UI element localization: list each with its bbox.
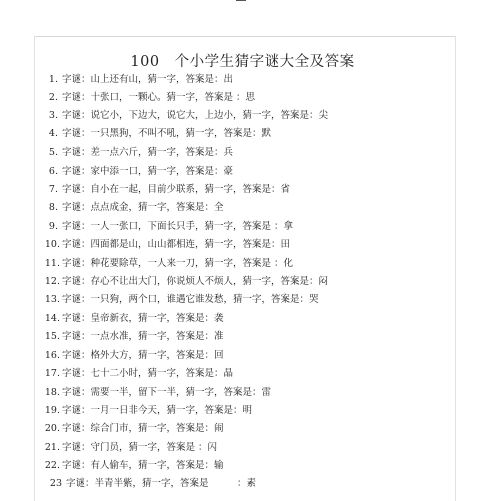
riddle-number: 10.: [44, 239, 60, 250]
riddle-number: 16.: [44, 350, 60, 361]
riddle-text: 字谜：点点成金，猜一字，答案是：全: [62, 202, 224, 213]
riddle-text: 字谜：七十二小时，猜一字，答案是：晶: [62, 368, 234, 379]
riddle-text: 字谜：守门员，猜一字，答案是 ：闪: [62, 442, 218, 453]
riddle-text: 字谜：差一点六斤，猜一字，答案是：兵: [62, 147, 234, 158]
riddle-text: 字谜：四面都是山，山山都相连，猜一字，答案是：田: [62, 239, 291, 250]
page-title: 100 个小学生猜字谜大全及答案: [130, 54, 355, 70]
riddle-text: 字谜：一只狗，两个口，谁遇它谁发愁，猜一字，答案是：哭: [62, 294, 319, 305]
riddle-text: 字谜：一点水准，猜一字，答案是：准: [62, 331, 224, 342]
riddle-number: 4.: [48, 128, 58, 139]
riddle-number: 6.: [48, 166, 58, 177]
riddle-number: 18.: [44, 387, 60, 398]
riddle-number: 21.: [44, 442, 60, 453]
riddle-number: 14.: [44, 313, 60, 324]
riddle-number: 5.: [48, 147, 58, 158]
riddle-text: 字谜：说它小，下边大，说它大，上边小，猜一字，答案是：尖: [62, 110, 329, 121]
riddle-number: 11.: [44, 258, 60, 269]
riddle-number: 1.: [48, 74, 58, 85]
riddle-number: 19.: [44, 405, 60, 416]
riddle-text: 字谜：一人一张口，下面长只手，猜一字，答案是 ：拿: [62, 221, 294, 232]
riddle-text: 字谜：自小在一起，目前少联系，猜一字，答案是：省: [62, 184, 291, 195]
riddle-number: 15.: [44, 331, 60, 342]
riddle-text: 字谜：家中添一口，猜一字，答案是：豪: [62, 166, 234, 177]
riddle-number: 7.: [48, 184, 58, 195]
riddle-text: 字谜：半青半紫，猜一字，答案是 ：素: [66, 478, 257, 489]
riddle-number: 17.: [44, 368, 60, 379]
riddle-number: 13.: [44, 294, 60, 305]
riddle-number: 8.: [48, 202, 58, 213]
riddle-text: 字谜：一月一日非今天，猜一字，答案是：明: [62, 405, 253, 416]
riddle-text: 字谜：综合门市，猜一字，答案是：闹: [62, 423, 224, 434]
riddle-text: 字谜：一只黑狗，不叫不吼，猜一字，答案是：默: [62, 128, 272, 139]
riddle-text: 字谜：需要一半，留下一半，猜一字，答案是：雷: [62, 387, 272, 398]
riddle-text: 字谜：格外大方，猜一字，答案是：回: [62, 350, 224, 361]
riddle-text: 字谜：十张口，一颗心。猜一字，答案是 ：思: [62, 92, 256, 103]
riddle-text: 字谜：存心不让出大门，你说烦人不烦人，猜一字，答案是：闷: [62, 276, 329, 287]
riddle-number: 23: [49, 478, 62, 489]
riddle-text: 字谜：山上还有山，猜一字，答案是：出: [62, 74, 234, 85]
riddle-number: 20.: [44, 423, 60, 434]
riddle-number: 3.: [48, 110, 58, 121]
riddle-number: 12.: [44, 276, 60, 287]
top-divider: [236, 0, 246, 1]
riddle-number: 9.: [48, 221, 58, 232]
riddle-number: 22.: [44, 460, 60, 471]
riddle-text: 字谜：皇帝新衣，猜一字，答案是：袭: [62, 313, 224, 324]
riddle-text: 字谜：种花要除草，一人来一刀，猜一字，答案是 ：化: [62, 258, 294, 269]
riddle-number: 2.: [48, 92, 58, 103]
riddle-text: 字谜：有人偷车，猜一字，答案是：输: [62, 460, 224, 471]
